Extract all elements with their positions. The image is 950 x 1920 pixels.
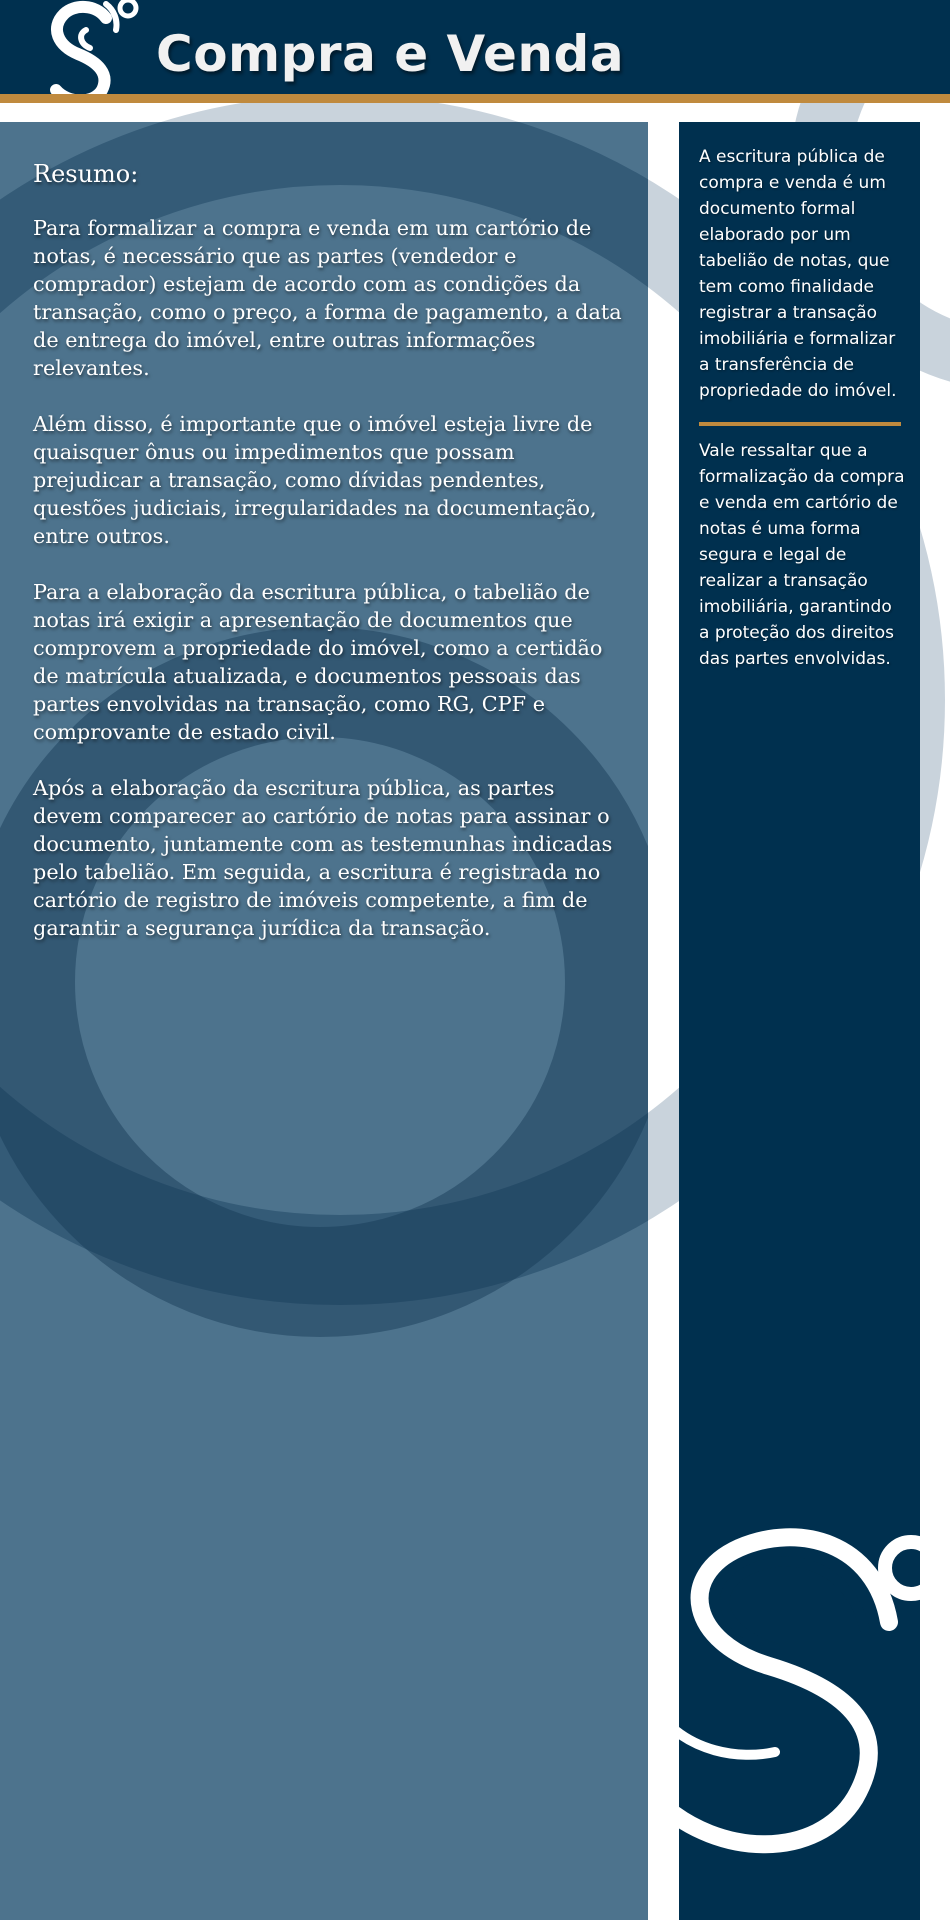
header-divider <box>0 94 950 103</box>
sidebar-text <box>699 144 905 672</box>
main-text <box>33 158 625 970</box>
ss-logo-icon <box>36 0 146 94</box>
ss-logo-icon <box>679 1452 920 1872</box>
paragraph-3: Para a elaboração da escritura pública, o tabelião de notas irá exigir a apresentação de documentos que comprovem a propriedade do imóvel, como a certidão de matrícula atualizada, e documentos pessoais das partes envolvidas na transação, como RG, CPF e comprovante de estado civil. <box>33 580 603 744</box>
paragraph-4: Após a elaboração da escritura pública, as partes devem comparecer ao cartório de notas para assinar o documento, juntamente com as testemunhas indicadas pelo tabelião. Em seguida, a escritura é registrada no cartório de registro de imóveis competente, a fim de garantir a segurança jurídica da transação. <box>33 776 613 940</box>
paragraph-2: Além disso, é importante que o imóvel esteja livre de quaisquer ônus ou impedimentos que possam prejudicar a transação, como dívidas pendentes, questões judiciais, irregularidades na documentação, entre outros. <box>33 412 597 548</box>
sidebar-paragraph-1: A escritura pública de compra e venda é um documento formal elaborado por um tabelião de notas, que tem como finalidade registrar a transação imobiliária e formalizar a transferência de propriedade do imóvel. <box>699 147 897 401</box>
page-title: Compra e Venda <box>156 25 625 83</box>
header-bar <box>0 0 950 94</box>
summary-heading: Resumo: <box>33 160 139 188</box>
sidebar-paragraph-2: Vale ressaltar que a formalização da compra e venda em cartório de notas é uma forma segura e legal de realizar a transação imobiliária, garantindo a proteção dos direitos das partes envolvidas. <box>699 441 905 669</box>
sidebar-panel <box>679 122 920 1920</box>
sidebar-divider <box>699 422 901 426</box>
paragraph-1: Para formalizar a compra e venda em um cartório de notas, é necessário que as partes (vendedor e comprador) estejam de acordo com as condições da transação, como o preço, a forma de pagamento, a data de entrega do imóvel, entre outras informações relevantes. <box>33 216 622 380</box>
main-content-panel <box>0 122 648 1920</box>
